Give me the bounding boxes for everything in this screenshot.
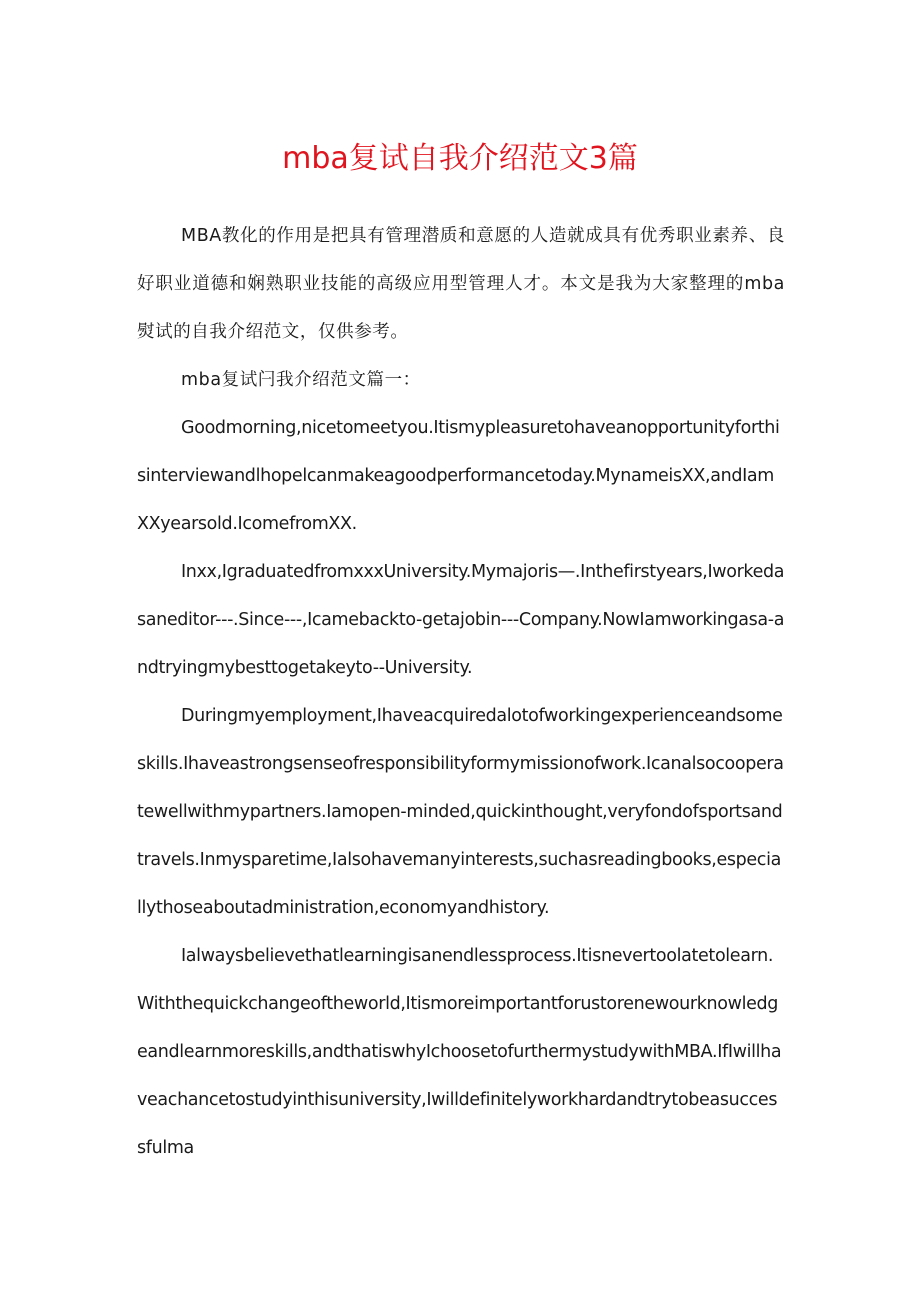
paragraph-experience: Duringmyemployment,Ihaveacquiredalotofworkingexperienceandsomeskills.Ihaveastrongsenseofresponsibilityformymissionofwork.Icanalsocooperatewellwithmypartners.Iamopen-minded,quickinthought,veryfondofsportsandtravels.Inmysparetime,Ialsohavemanyinterests,suchasreadingbooks,especiallythoseaboutadministration,economyandhistory. xyxy=(137,706,784,918)
document-body xyxy=(137,212,785,1172)
paragraph-education: Inxx,IgraduatedfromxxxUniversity.Mymajoris—.Inthefirstyears,Iworkedasaneditor---.Since---,Icamebackto-getajobin---Company.NowIamworkingasa-andtryingmybesttogetakeyto--University. xyxy=(137,562,785,678)
paragraph-learning: Ialwaysbelievethatlearningisanendlessprocess.Itisnevertoolatetolearn.Withthequickchangeoftheworld,Itismoreimportantforustorenewourknowledgeandlearnmoreskills,andthatiswhyIchoosetofurthermystudywithMBA.IfIwillhaveachancetostudyinthisuniversity,Iwilldefinitelyworkhardandtrytobeasuccessfulma xyxy=(137,946,782,1158)
document-title: mba复试自我介绍范文3篇 xyxy=(282,141,638,176)
intro-paragraph: MBA教化的作用是把具有管理潜质和意愿的人造就成具有优秀职业素养、良好职业道德和娴熟职业技能的高级应用型管理人才。本文是我为大家整理的mba熨试的自我介绍范文，仅供参考。 xyxy=(137,226,785,342)
section-heading: mba复试闩我介绍范文篇一： xyxy=(181,370,421,390)
paragraph-greeting: Goodmorning,nicetomeetyou.Itismypleasuretohaveanopportunityforthisinterviewandlhopelcanmakeagoodperformancetoday.MynameisXX,andIamXXyearsold.IcomefromXX. xyxy=(137,418,780,534)
